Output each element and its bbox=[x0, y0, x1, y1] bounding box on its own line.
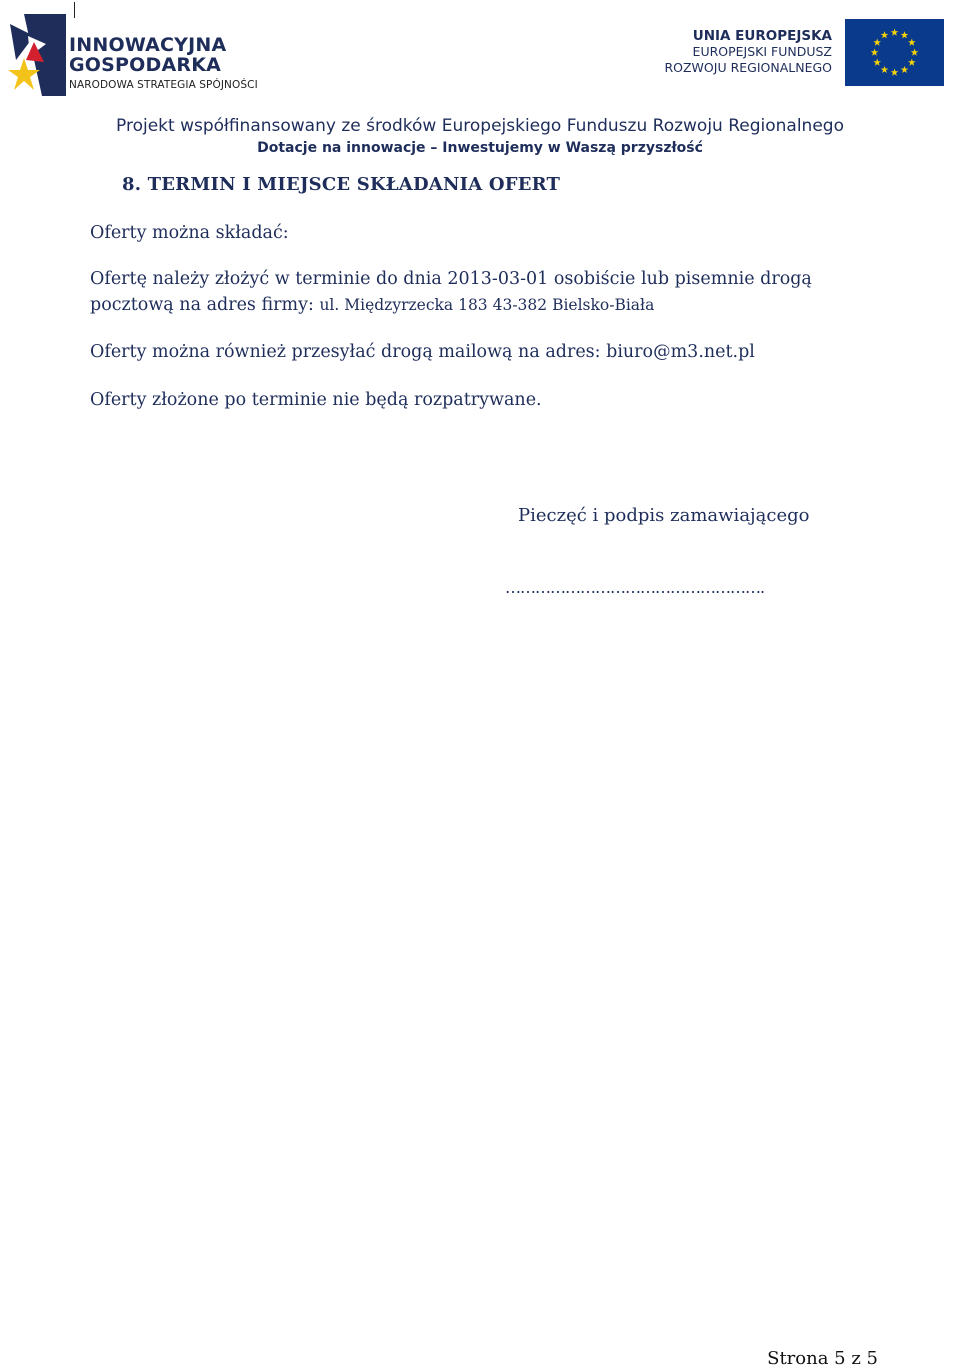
eu-logo-line1: UNIA EUROPEJSKA bbox=[692, 28, 832, 44]
ig-logo-line2: GOSPODARKA bbox=[69, 54, 222, 76]
text-cursor-mark bbox=[74, 2, 75, 18]
ig-logo-line3: NARODOWA STRATEGIA SPÓJNOŚCI bbox=[69, 79, 258, 91]
section-heading: 8. TERMIN I MIEJSCE SKŁADANIA OFERT bbox=[122, 174, 561, 195]
late-offers-paragraph: Oferty złożone po terminie nie będą rozpatrywane. bbox=[90, 390, 542, 410]
eu-star-icon bbox=[891, 29, 899, 36]
eu-star-icon bbox=[901, 31, 909, 38]
eu-star-icon bbox=[881, 66, 889, 73]
eu-logo-line3: ROZWOJU REGIONALNEGO bbox=[664, 59, 832, 75]
company-address: ul. Międzyrzecka 183 43-382 Bielsko-Biała bbox=[319, 296, 655, 314]
eu-flag-icon bbox=[845, 19, 944, 86]
submission-line2-start: pocztową na adres firmy: bbox=[90, 295, 320, 315]
eu-logo-line2: EUROPEJSKI FUNDUSZ bbox=[692, 44, 832, 60]
eu-star-icon bbox=[908, 59, 916, 66]
submission-paragraph bbox=[90, 266, 812, 318]
eu-star-icon bbox=[881, 31, 889, 38]
eu-star-icon bbox=[911, 49, 919, 56]
innowacyjna-gospodarka-logo-text bbox=[69, 36, 258, 91]
submission-line2 bbox=[90, 292, 812, 318]
eu-logo-text bbox=[664, 28, 832, 75]
ig-logo-line1: INNOWACYJNA bbox=[69, 34, 227, 56]
program-tagline: Dotacje na innowacje – Inwestujemy w Waszą przyszłość bbox=[257, 140, 703, 156]
eu-star-icon bbox=[908, 39, 916, 46]
signature-label: Pieczęć i podpis zamawiającego bbox=[518, 505, 810, 526]
eu-star-icon bbox=[901, 66, 909, 73]
email-paragraph: Oferty można również przesyłać drogą mailową na adres: biuro@m3.net.pl bbox=[90, 342, 755, 362]
submission-line1: Ofertę należy złożyć w terminie do dnia 2013-03-01 osobiście lub pisemnie drogą bbox=[90, 269, 812, 289]
eu-star-icon bbox=[891, 69, 899, 76]
page-number-footer: Strona 5 z 5 bbox=[767, 1348, 878, 1369]
eu-star-icon bbox=[873, 59, 881, 66]
intro-paragraph: Oferty można składać: bbox=[90, 223, 289, 243]
signature-dotted-line: ……………………………………………. bbox=[505, 578, 765, 597]
eu-star-icon bbox=[873, 39, 881, 46]
eu-star-icon bbox=[871, 49, 879, 56]
innowacyjna-gospodarka-logo-icon bbox=[6, 14, 66, 96]
project-cofinancing-line: Projekt współfinansowany ze środków Europejskiego Funduszu Rozwoju Regionalnego bbox=[116, 116, 844, 136]
